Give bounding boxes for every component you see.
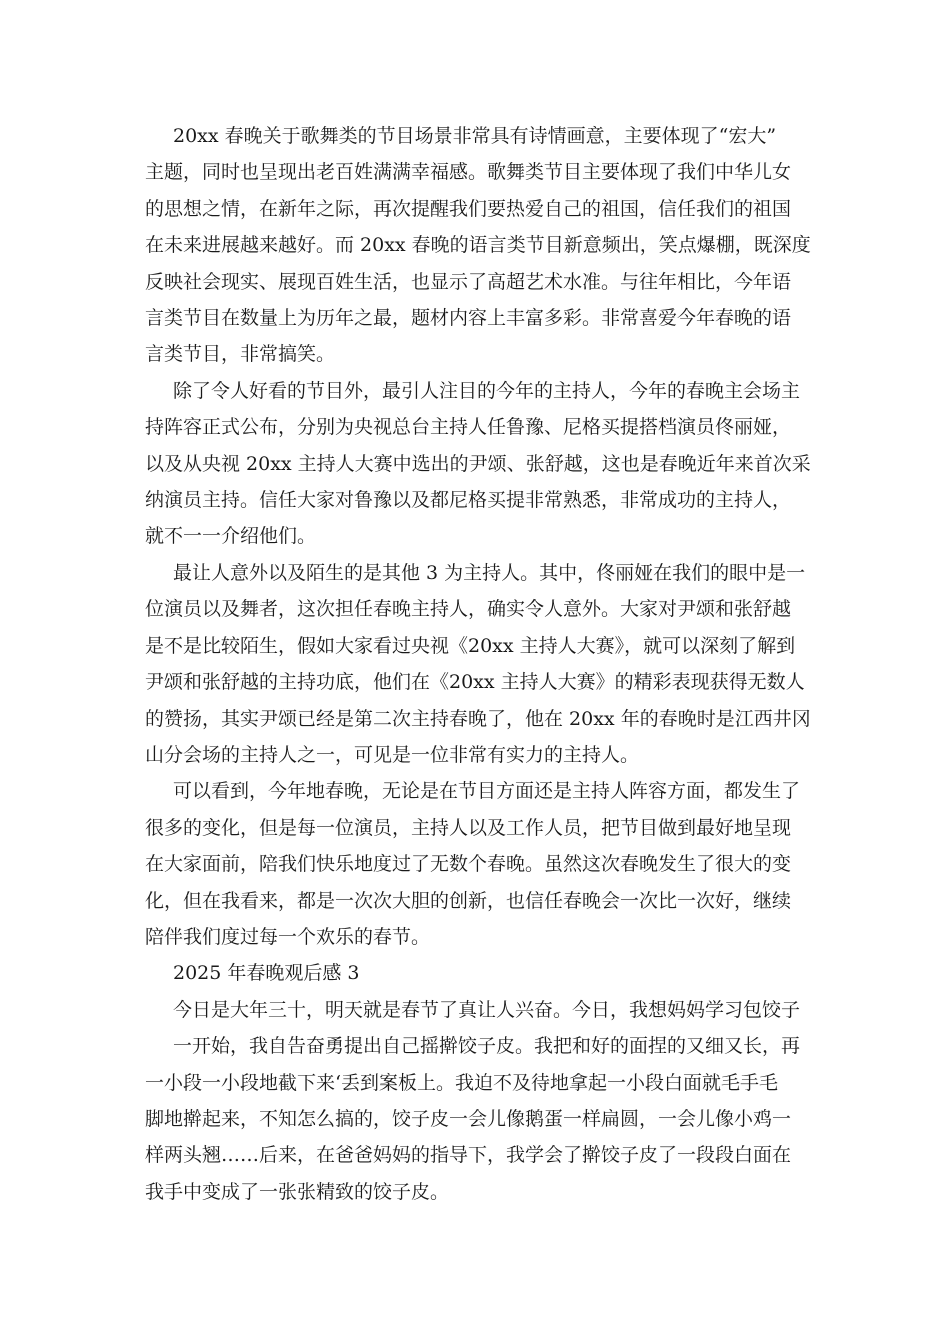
text-line: 是不是比较陌生，假如大家看过央视《20xx 主持人大赛》，就可以深刻了解到 [145, 634, 796, 657]
text-line: 的思想之情，在新年之际，再次提醒我们要热爱自己的祖国，信任我们的祖国 [145, 197, 792, 220]
text-line: 位演员以及舞者，这次担任春晚主持人，确实令人意外。大家对尹颂和张舒越 [145, 598, 792, 621]
document-body [145, 118, 810, 1210]
text-line: 可以看到，今年地春晚，无论是在节目方面还是主持人阵容方面，都发生了 [173, 780, 801, 803]
text-line: 主题，同时也呈现出老百姓满满幸福感。歌舞类节目主要体现了我们中华儿女 [145, 161, 792, 184]
text-line: 持阵容正式公布，分别为央视总台主持人任鲁豫、尼格买提搭档演员佟丽娅， [145, 416, 792, 439]
text-line: 化，但在我看来，都是一次次大胆的创新，也信任春晚会一次比一次好，继续 [145, 889, 792, 912]
text-line: 言类节目在数量上为历年之最，题材内容上丰富多彩。非常喜爱今年春晚的语 [145, 307, 792, 330]
section-title: 2025 年春晚观后感 3 [173, 962, 360, 985]
paragraph-song-dance [145, 118, 810, 373]
text-line: 尹颂和张舒越的主持功底，他们在《20xx 主持人大赛》的精彩表现获得无数人 [145, 671, 805, 694]
paragraph-changes [145, 773, 810, 955]
text-line: 一小段一小段地截下来‘丢到案板上。我迫不及待地拿起一小段白面就毛手毛 [145, 1071, 779, 1094]
text-line: 最让人意外以及陌生的是其他 3 为主持人。其中，佟丽娅在我们的眼中是一 [173, 561, 806, 584]
text-line: 以及从央视 20xx 主持人大赛中选出的尹颂、张舒越，这也是春晚近年来首次采 [145, 452, 811, 475]
paragraph-new-year-eve [145, 992, 810, 1028]
text-line: 在未来进展越来越好。而 20xx 春晚的语言类节目新意频出，笑点爆棚，既深度 [145, 234, 811, 257]
text-line: 山分会场的主持人之一，可见是一位非常有实力的主持人。 [145, 743, 640, 766]
text-line: 陪伴我们度过每一个欢乐的春节。 [145, 925, 431, 948]
paragraph-hosts [145, 373, 810, 555]
text-line: 就不一一介绍他们。 [145, 525, 317, 548]
text-line: 很多的变化，但是每一位演员，主持人以及工作人员，把节目做到最好地呈现 [145, 816, 792, 839]
text-line: 脚地擀起来，不知怎么搞的，饺子皮一会儿像鹅蛋一样扁圆，一会儿像小鸡一 [145, 1107, 792, 1130]
text-line: 纳演员主持。信任大家对鲁豫以及都尼格买提非常熟悉，非常成功的主持人， [145, 489, 792, 512]
text-line: 我手中变成了一张张精致的饺子皮。 [145, 1180, 450, 1203]
text-line: 除了令人好看的节目外，最引人注目的今年的主持人，今年的春晚主会场主 [173, 379, 801, 402]
paragraph-new-hosts [145, 555, 810, 773]
paragraph-dumplings [145, 1028, 810, 1210]
text-line: 样两头翘……后来，在爸爸妈妈的指导下，我学会了擀饺子皮了一段段白面在 [145, 1144, 792, 1167]
text-line: 在大家面前，陪我们快乐地度过了无数个春晚。虽然这次春晚发生了很大的变 [145, 853, 792, 876]
section-heading [145, 955, 810, 991]
text-line: 20xx 春晚关于歌舞类的节目场景非常具有诗情画意，主要体现了“宏大” [173, 125, 777, 147]
text-line: 的赞扬，其实尹颂已经是第二次主持春晚了，他在 20xx 年的春晚时是江西井冈 [145, 707, 811, 730]
text-line: 今日是大年三十，明天就是春节了真让人兴奋。今日，我想妈妈学习包饺子 [173, 998, 801, 1021]
text-line: 言类节目，非常搞笑。 [145, 343, 336, 366]
text-line: 反映社会现实、展现百姓生活，也显示了高超艺术水准。与往年相比，今年语 [145, 270, 792, 293]
text-line: 一开始，我自告奋勇提出自己摇擀饺子皮。我把和好的面捏的又细又长，再 [173, 1035, 801, 1058]
